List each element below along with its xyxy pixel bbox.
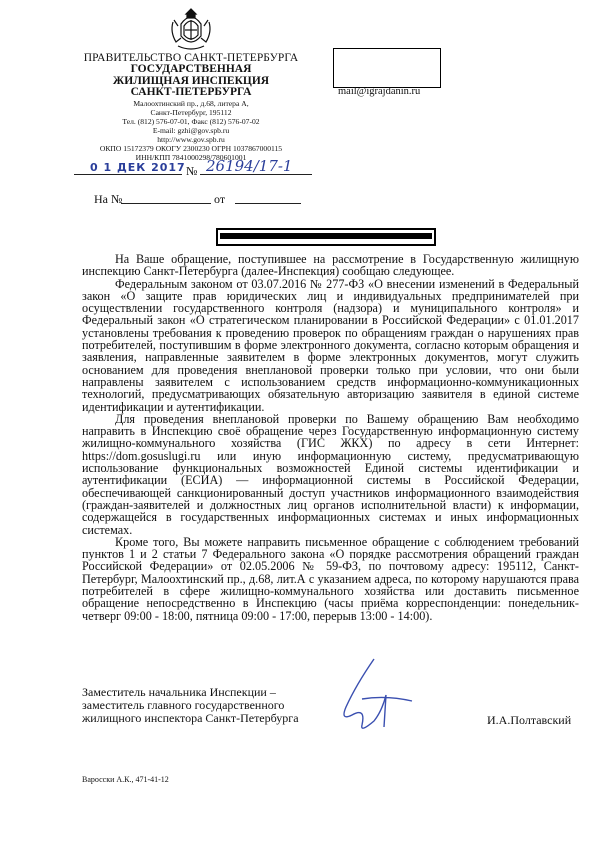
letterhead bbox=[60, 52, 322, 162]
body-paragraph-1: На Ваше обращение, поступившее на рассмотрение в Государственную жилищную инспекцию Санкт-Петербурга (далее-Инспекция) сообщаю следующее. bbox=[82, 252, 579, 279]
agency-name-line-2: ЖИЛИЩНАЯ ИНСПЕКЦИЯ bbox=[112, 74, 270, 87]
address-line-2: Санкт-Петербург, 195112 bbox=[150, 107, 232, 117]
body-paragraph-3: Для проведения внеплановой проверки по Вашему обращению Вам необходимо направить в Инспекцию своё обращение через Государственную информационную систему жилищно-коммунального хозяйства (ГИС ЖКХ) по адресу в сети Интернет: https://dom.gosuslugi.ru или иную информационную систему, предусматривающую использование функциональных возможностей Единой системы идентификации и аутентификации (ЕСИА) — информационной системы в Российской Федерации, обеспечивающей санкционированный доступ участников информационного взаимодействия (граждан-заявителей и должностных лиц органов исполнительной власти) к информации, содержащейся в государственных информационных системах и иных информационных системах. bbox=[82, 411, 579, 537]
body-paragraph-4: Кроме того, Вы можете направить письменное обращение с соблюдением требований пунктов 1 и 2 статьи 7 Федерального закона «О порядке рассмотрения обращений граждан Российской Федерации» от 02.05.2006 № 59-ФЗ, по почтовому адресу: 195112, Санкт-Петербург, Малоохтинский пр., д.68, лит.А с указанием адреса, по которому нарушаются права потребителей в сфере жилищно-коммунального хозяйства или доставить письменное обращение непосредственно в Инспекцию (часы приёма корреспонденции: понедельник-четверг 09:00 - 18:00, пятница 09:00 - 17:00, перерыв 13:00 - 14:00). bbox=[82, 534, 579, 623]
agency-email: E-mail: gzhi@gov.spb.ru bbox=[152, 125, 230, 135]
signatory-name: И.А.Полтавский bbox=[487, 713, 572, 727]
agency-name-line-1: ГОСУДАРСТВЕННАЯ bbox=[130, 63, 252, 75]
registry-codes: ОКПО 15172379 ОКОГУ 2300230 ОГРН 1037867000115 bbox=[99, 143, 283, 153]
from-label: от bbox=[214, 192, 226, 206]
phone-fax: Тел. (812) 576-07-01, Факс (812) 576-07-02 bbox=[122, 116, 260, 126]
inn-kpp: ИНН/КПП 7841000298/780601001 bbox=[135, 152, 247, 162]
from-underline bbox=[235, 203, 301, 204]
agency-website: http://www.gov.spb.ru bbox=[157, 134, 225, 144]
government-name: ПРАВИТЕЛЬСТВО САНКТ-ПЕТЕРБУРГА bbox=[83, 52, 299, 64]
signatory-title-line-1: Заместитель начальника Инспекции – bbox=[82, 685, 276, 699]
reply-to-label: На № bbox=[94, 192, 123, 206]
agency-name-line-3: САНКТ-ПЕТЕРБУРГА bbox=[130, 86, 252, 98]
number-label: № bbox=[186, 164, 198, 178]
signatory-title-line-3: жилищного инспектора Санкт-Петербурга bbox=[82, 711, 299, 725]
letter-body bbox=[82, 253, 579, 622]
date-stamp: 0 1 ДЕК 2017 bbox=[90, 161, 186, 174]
coat-of-arms-icon bbox=[168, 6, 214, 54]
recipient-email: mail@igrajdanin.ru bbox=[338, 86, 421, 97]
number-underline bbox=[200, 174, 312, 175]
date-underline bbox=[74, 174, 182, 175]
signatory-title bbox=[82, 686, 322, 725]
redacted-addressee bbox=[216, 228, 436, 246]
body-paragraph-2: Федеральным законом от 03.07.2016 № 277-ФЗ «О внесении изменений в Федеральный закон «О защите прав юридических лиц и индивидуальных предпринимателей при осуществлении государственного контроля (надзора) и муниципального контроля» и Федеральный закон «О стратегическом планировании в Российской Федерации» с 01.01.2017 установлены требования к проведению проверок по обращениям граждан о нарушениях прав потребителей, поступившим в форме электронного документа, согласно которым обращения и заявления, направленные заявителем в форме электронных документов, могут служить основанием для проведения внеплановой проверки только при условии, что они были направлены заявителем с использованием средств информационно-коммуникационных технологий, предусматривающих обязательную авторизацию заявителя в единой системе идентификации и аутентификации. bbox=[82, 276, 579, 414]
signatory-title-line-2: заместитель главного государственного bbox=[82, 698, 285, 712]
handwritten-signature bbox=[316, 655, 436, 735]
executor-info: Варосски А.К., 471-41-12 bbox=[82, 775, 169, 784]
registration-number: 26194/17-1 bbox=[206, 157, 293, 175]
redacted-recipient bbox=[333, 48, 441, 88]
address-line-1: Малоохтинский пр., д.68, литера А, bbox=[133, 98, 249, 108]
reply-to-underline bbox=[121, 203, 211, 204]
